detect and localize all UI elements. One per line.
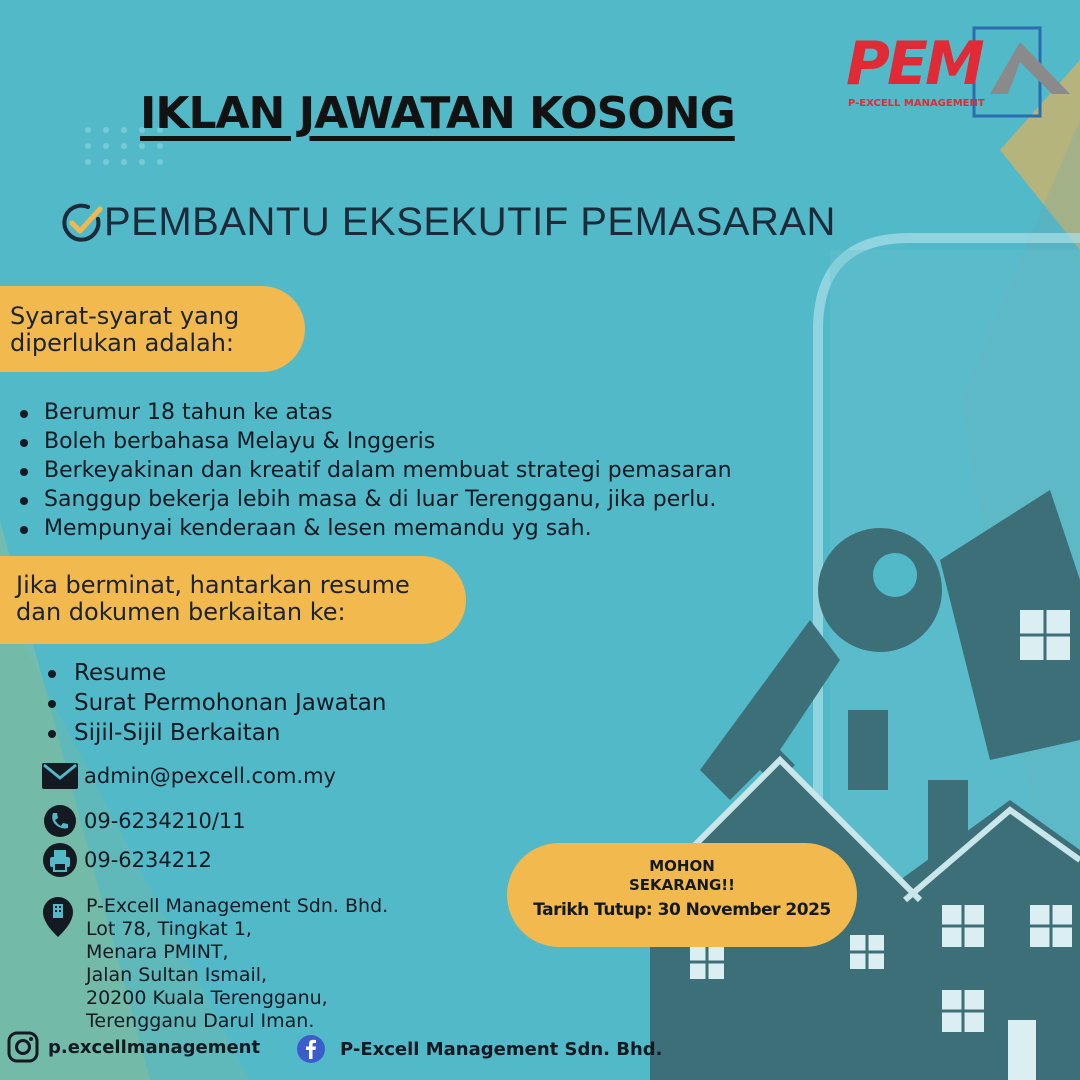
location-pin-icon (40, 895, 80, 1033)
requirement-item: Boleh berbahasa Melayu & Inggeris (18, 427, 732, 456)
position-title: PEMBANTU EKSEKUTIF PEMASARAN (104, 200, 836, 244)
address-line: Jalan Sultan Ismail, (86, 964, 268, 986)
requirements-list (18, 398, 732, 543)
fax-text: 09-6234212 (84, 848, 212, 872)
phone-icon (40, 801, 80, 841)
closing-date: Tarikh Tutup: 30 November 2025 (533, 900, 831, 920)
apply-line-1: MOHON (649, 857, 715, 875)
logo-tagline: P-EXCELL MANAGEMENT (848, 98, 985, 109)
requirements-heading-line-1: Syarat-syarat yang (10, 302, 240, 330)
contact-email[interactable] (40, 756, 336, 796)
email-text: admin@pexcell.com.my (84, 764, 336, 788)
instagram-handle: p.excellmanagement (48, 1036, 261, 1058)
facebook-page-name: P-Excell Management Sdn. Bhd. (340, 1038, 663, 1060)
address-lines (86, 895, 388, 1033)
phone-text: 09-6234210/11 (84, 809, 246, 833)
page-title: IKLAN JAWATAN KOSONG (140, 88, 735, 139)
document-item: Resume (46, 658, 386, 688)
address-block (40, 895, 388, 1033)
company-logo (840, 24, 1072, 124)
facebook-link[interactable] (296, 1034, 663, 1064)
requirements-heading (0, 286, 305, 372)
documents-list (46, 658, 386, 748)
application-heading-line-2: dan dokumen berkaitan ke: (16, 598, 346, 626)
mail-icon (40, 756, 80, 796)
contact-phone[interactable] (40, 801, 246, 841)
address-line: Lot 78, Tingkat 1, (86, 918, 252, 940)
fax-icon (40, 840, 80, 880)
address-line: 20200 Kuala Terengganu, (86, 987, 328, 1009)
job-position (60, 200, 836, 245)
check-circle-icon (60, 201, 104, 245)
application-heading-line-1: Jika berminat, hantarkan resume (16, 571, 410, 599)
requirements-heading-line-2: diperlukan adalah: (10, 329, 234, 357)
requirement-item: Berumur 18 tahun ke atas (18, 398, 732, 427)
apply-now-badge (507, 843, 857, 947)
logo-mark-text: PEM (846, 29, 982, 99)
document-item: Surat Permohonan Jawatan (46, 688, 386, 718)
address-line: Menara PMINT, (86, 941, 229, 963)
document-item: Sijil-Sijil Berkaitan (46, 718, 386, 748)
instagram-link[interactable] (6, 1030, 260, 1064)
application-heading (0, 556, 466, 644)
facebook-icon (296, 1034, 326, 1064)
requirement-item: Mempunyai kenderaan & lesen memandu yg sah. (18, 514, 732, 543)
requirement-item: Sanggup bekerja lebih masa & di luar Terengganu, jika perlu. (18, 485, 732, 514)
contact-fax (40, 840, 212, 880)
instagram-icon (6, 1030, 40, 1064)
requirement-item: Berkeyakinan dan kreatif dalam membuat strategi pemasaran (18, 456, 732, 485)
address-line: P-Excell Management Sdn. Bhd. (86, 895, 389, 917)
apply-line-2: SEKARANG!! (629, 876, 735, 894)
address-line: Terengganu Darul Iman. (86, 1010, 315, 1032)
